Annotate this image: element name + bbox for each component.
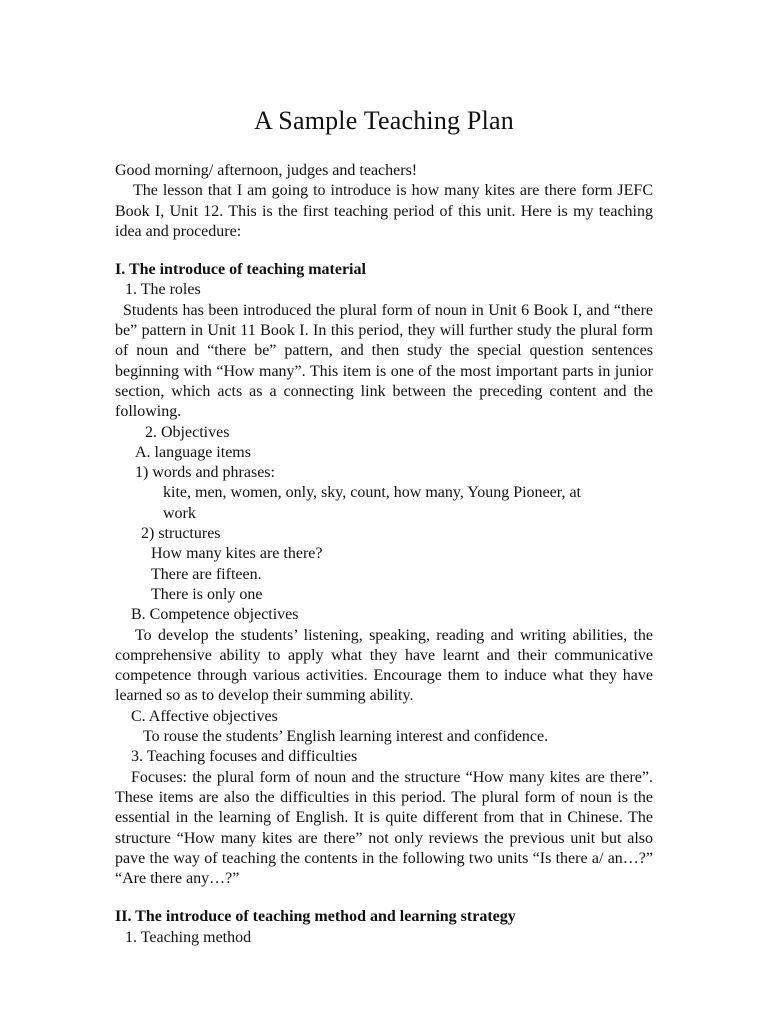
document-title: A Sample Teaching Plan: [254, 106, 514, 135]
spacer: [115, 242, 653, 260]
competence-label: B. Competence objectives: [131, 606, 299, 624]
spacer: [115, 889, 653, 907]
section-heading-1: I. The introduce of teaching material: [115, 261, 366, 279]
roles-paragraph: Students has been introduced the plural form of noun in Unit 6 Book I, and “there be” pattern in Unit 11 Book I. In this period, they will further study the plural form of noun and “there be” pattern, and then study the special question sentences beginning with “How many”. This item is one of the most important parts in junior section, which acts as a connecting link between the preceding content and the following.: [115, 301, 653, 421]
document-body: [115, 161, 653, 948]
words-list: [115, 483, 653, 524]
competence-paragraph: To develop the students’ listening, speaking, reading and writing abilities, the comprehensive ability to apply what they have learnt and their communicative competence through various activities. Encourage them to induce what they have learned so as to develop their summing ability.: [115, 626, 653, 705]
section-heading-2: II. The introduce of teaching method and learning strategy: [115, 908, 516, 926]
structures-label: 2) structures: [141, 525, 221, 543]
greeting: Good morning/ afternoon, judges and teachers!: [115, 162, 418, 179]
focuses-paragraph: Focuses: the plural form of noun and the structure “How many kites are there”. These items are also the difficulties in this period. The plural form of noun is the essential in the learning of English. It is quite different from that in Chinese. The structure “How many kites are there” not only reviews the previous unit but also pave the way of teaching the contents in the following two units “Is there a/ an…?” “Are there any…?”: [115, 768, 653, 888]
focuses-label: 3. Teaching focuses and difficulties: [131, 748, 358, 766]
words-list-line-2: work: [163, 504, 196, 522]
intro-paragraph: The lesson that I am going to introduce is how many kites are there form JEFC Book I, Unit 12. This is the first teaching period of this unit. Here is my teaching idea and procedure:: [115, 182, 653, 240]
structure-example-2: There are fifteen.: [151, 565, 262, 583]
structure-example-3: There is only one: [151, 585, 263, 603]
teaching-method-label: 1. Teaching method: [125, 928, 252, 946]
roles-label: 1. The roles: [125, 281, 201, 299]
objectives-label: 2. Objectives: [145, 423, 230, 441]
language-items-label: A. language items: [135, 443, 251, 461]
affective-paragraph: To rouse the students’ English learning interest and confidence.: [143, 728, 549, 746]
words-phrases-label: 1) words and phrases:: [135, 464, 275, 482]
affective-label: C. Affective objectives: [131, 707, 278, 725]
words-list-line-1: kite, men, women, only, sky, count, how many, Young Pioneer, at: [163, 484, 581, 502]
structure-example-1: How many kites are there?: [151, 545, 323, 563]
